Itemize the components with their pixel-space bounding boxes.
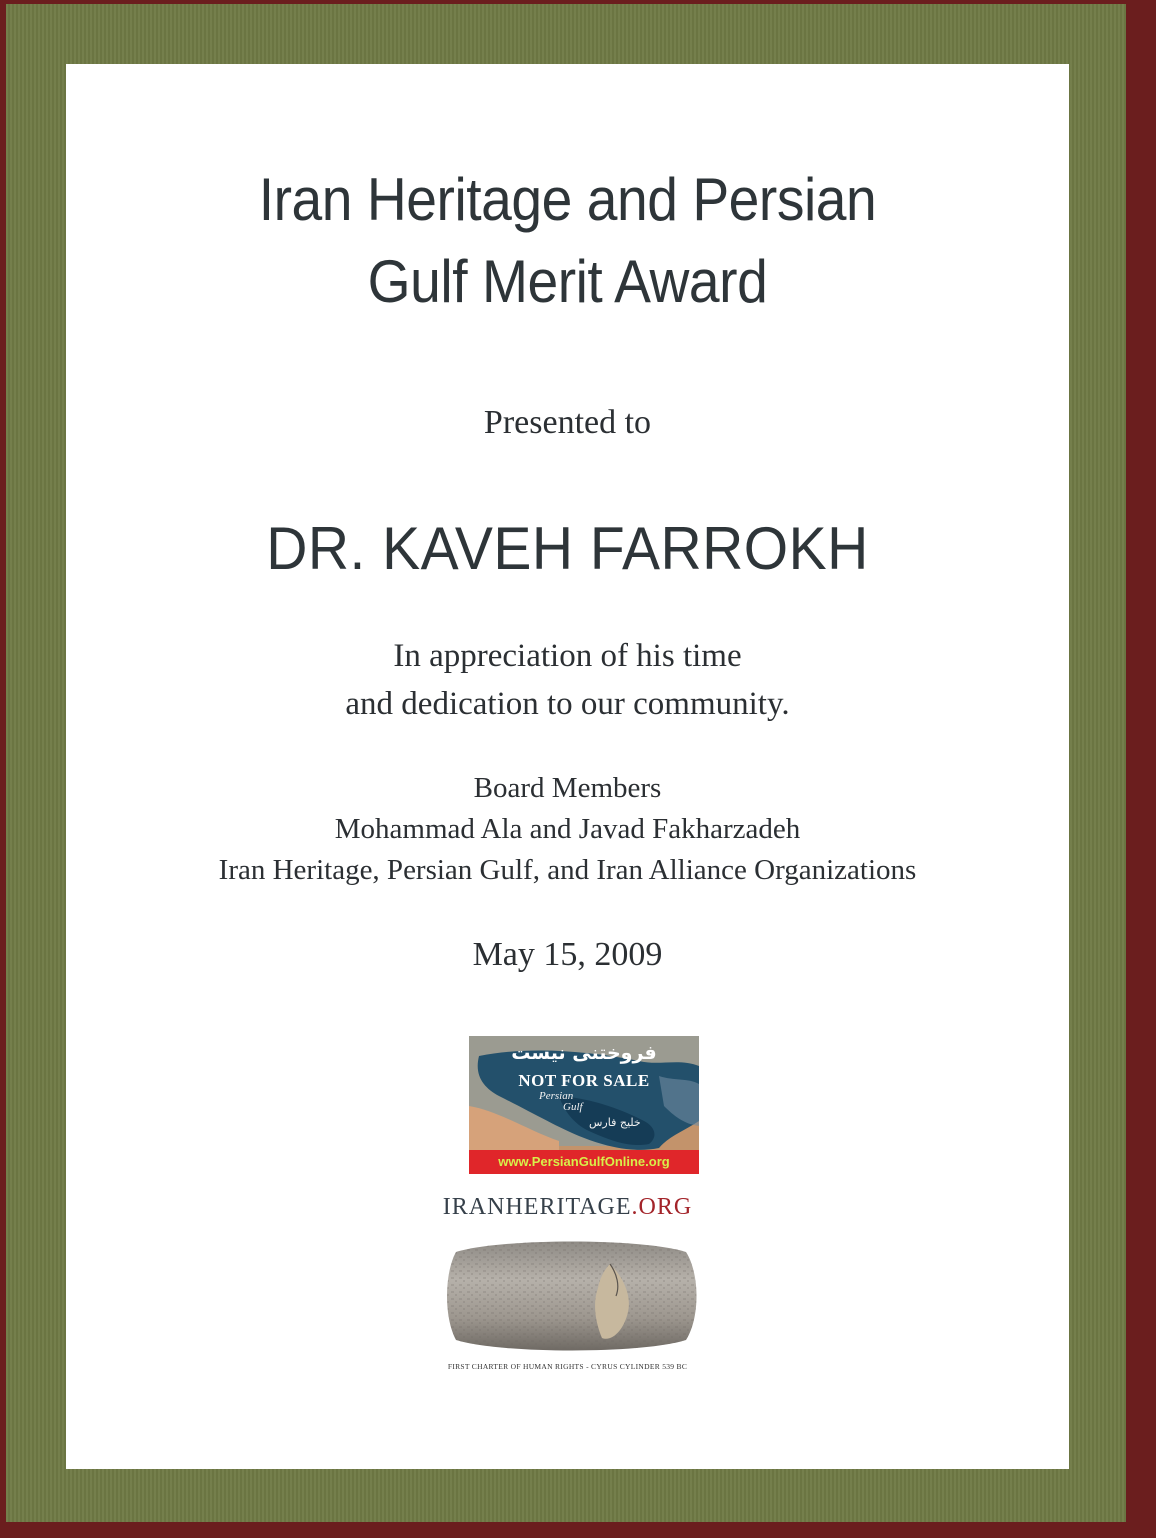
appreciation-line2: and dedication to our community. [345, 686, 790, 722]
appreciation-line1: In appreciation of his time [393, 638, 742, 674]
award-title-line1: Iran Heritage and Persian [258, 166, 877, 233]
recipient-name: DR. KAVEH FARROKH [266, 515, 869, 582]
badge-map-label-line2: Gulf [563, 1101, 583, 1113]
award-title-line2: Gulf Merit Award [367, 248, 768, 315]
presented-to-label: Presented to [483, 404, 652, 441]
board-members-block [66, 768, 1069, 891]
badge-persian-text: فروختنی نیست [511, 1042, 657, 1064]
iran-heritage-logo-text [66, 1194, 1069, 1221]
board-heading: Board Members [473, 772, 662, 804]
badge-not-for-sale: NOT FOR SALE [518, 1071, 650, 1090]
board-names: Mohammad Ala and Javad Fakharzadeh [334, 813, 801, 845]
badge-map-label [539, 1091, 583, 1113]
cyrus-cylinder-image [442, 1234, 702, 1358]
award-date: May 15, 2009 [472, 936, 663, 973]
badge-map-label-line1: Persian [539, 1090, 574, 1102]
logo-dot-org: .ORG [631, 1194, 693, 1220]
badge-map-label-fa: خلیج فارس [589, 1116, 641, 1129]
board-organizations: Iran Heritage, Persian Gulf, and Iran Alliance Organizations [218, 854, 917, 886]
badge-url: www.PersianGulfOnline.org [469, 1150, 699, 1174]
cylinder-caption: FIRST CHARTER OF HUMAN RIGHTS - CYRUS CYLINDER 539 BC [447, 1362, 688, 1371]
persian-gulf-badge [469, 1036, 699, 1174]
certificate-paper [66, 64, 1069, 1469]
certificate-frame [6, 4, 1126, 1522]
logo-name: IRANHERITAGE [442, 1194, 632, 1220]
appreciation-text [66, 632, 1069, 728]
